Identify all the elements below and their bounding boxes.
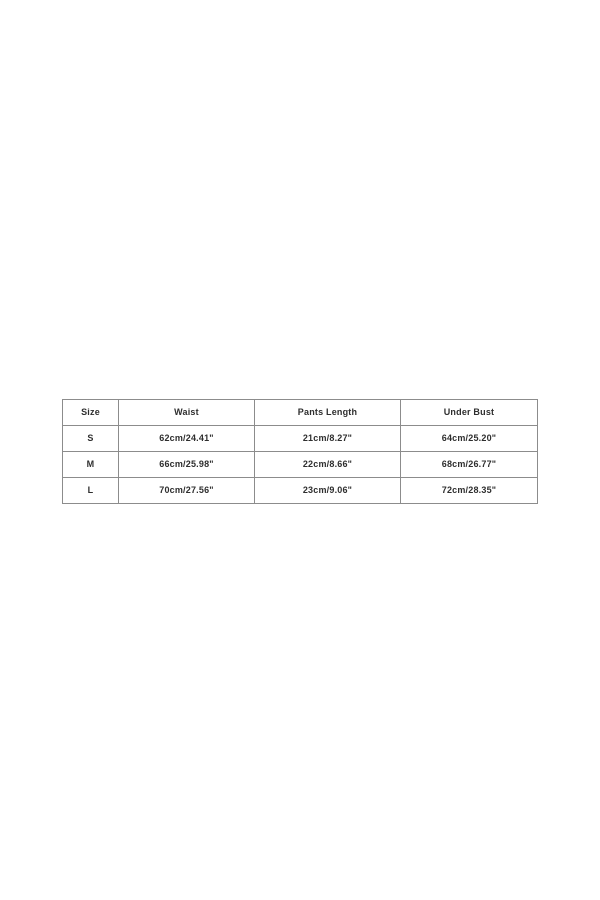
cell-waist-l: 70cm/27.56" (119, 478, 255, 504)
table-row-s (63, 426, 538, 452)
column-header-under-bust: Under Bust (401, 400, 538, 426)
cell-waist-m: 66cm/25.98" (119, 452, 255, 478)
cell-size-m: M (63, 452, 119, 478)
cell-pants-length-l: 23cm/9.06" (255, 478, 401, 504)
column-header-size: Size (63, 400, 119, 426)
cell-pants-length-s: 21cm/8.27" (255, 426, 401, 452)
cell-under-bust-l: 72cm/28.35" (401, 478, 538, 504)
column-header-pants-length: Pants Length (255, 400, 401, 426)
cell-under-bust-s: 64cm/25.20" (401, 426, 538, 452)
size-chart-table (62, 399, 538, 504)
cell-pants-length-m: 22cm/8.66" (255, 452, 401, 478)
table-row-l (63, 478, 538, 504)
cell-size-l: L (63, 478, 119, 504)
table-header-row (63, 400, 538, 426)
column-header-waist: Waist (119, 400, 255, 426)
cell-waist-s: 62cm/24.41" (119, 426, 255, 452)
cell-size-s: S (63, 426, 119, 452)
table-row-m (63, 452, 538, 478)
cell-under-bust-m: 68cm/26.77" (401, 452, 538, 478)
